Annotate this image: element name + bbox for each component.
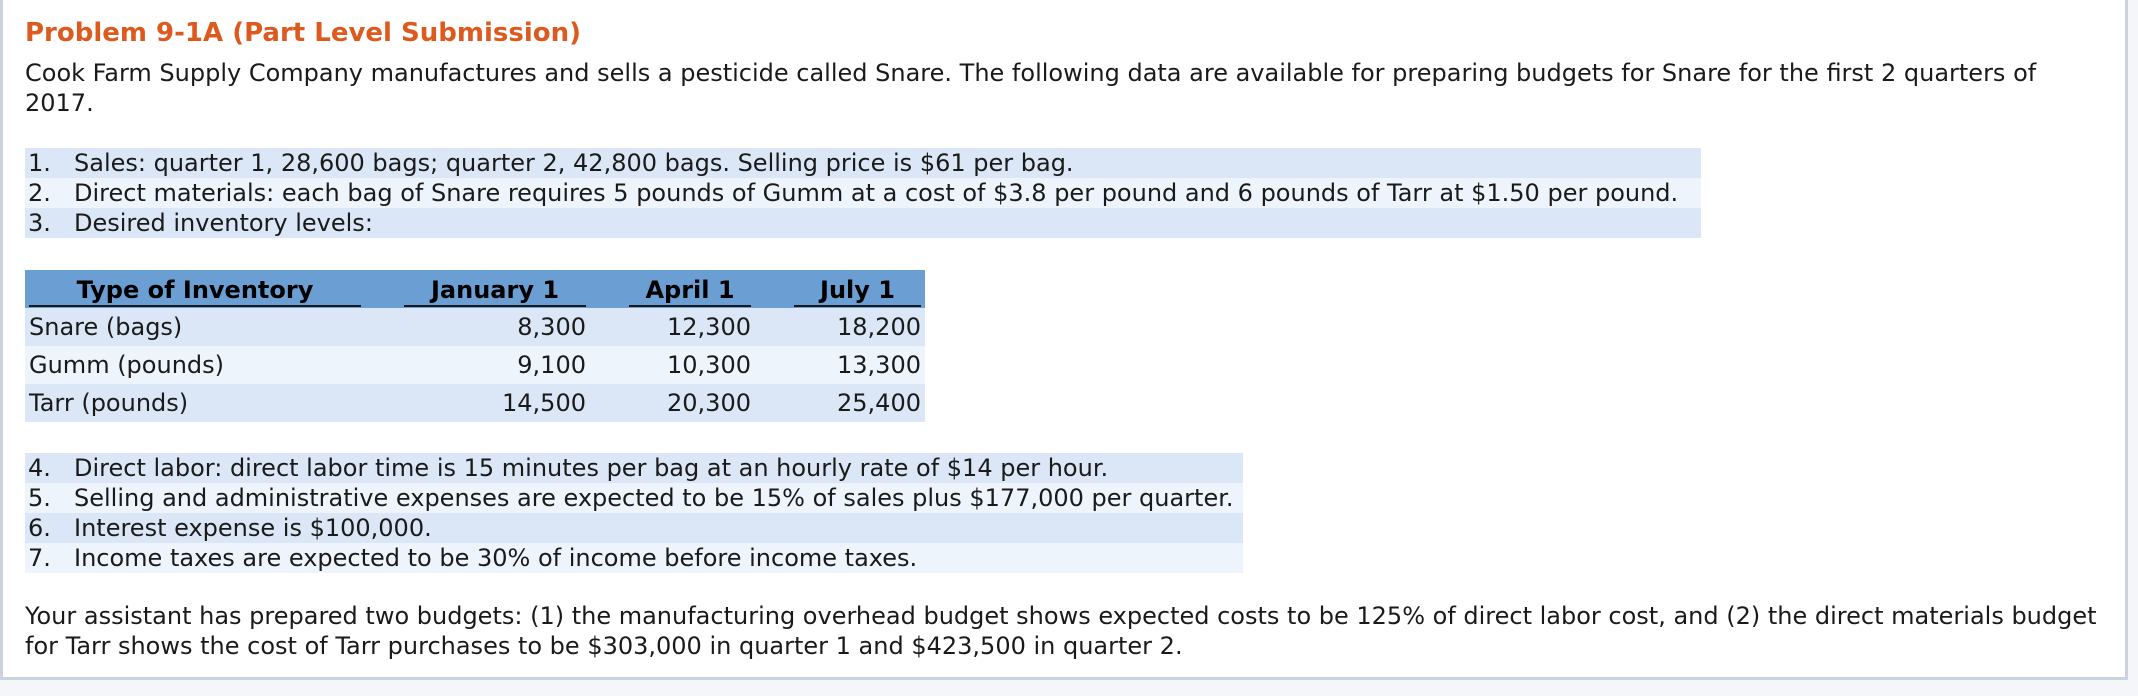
list-item [25, 453, 1243, 483]
list-item-number: 5. [28, 484, 51, 512]
problem-title: Problem 9-1A (Part Level Submission) [25, 18, 581, 48]
table-row [25, 308, 925, 346]
data-list-part-1 [25, 148, 1701, 238]
list-item [25, 148, 1701, 178]
col-header-type: Type of Inventory [25, 270, 365, 308]
july-value-cell: 18,200 [790, 308, 925, 346]
list-item [25, 483, 1243, 513]
list-item-number: 1. [28, 149, 51, 177]
list-item [25, 543, 1243, 573]
january-value-cell: 8,300 [400, 308, 590, 346]
list-item-text: Sales: quarter 1, 28,600 bags; quarter 2, 42,800 bags. Selling price is $61 per bag. [74, 149, 1074, 177]
list-item [25, 208, 1701, 238]
list-item-number: 6. [28, 514, 51, 542]
inventory-type-cell: Snare (bags) [25, 308, 365, 346]
list-item-number: 7. [28, 544, 51, 572]
january-value-cell: 14,500 [400, 384, 590, 422]
list-item-text: Selling and administrative expenses are expected to be 15% of sales plus $177,000 per quarter. [74, 484, 1234, 512]
table-row [25, 346, 925, 384]
january-value-cell: 9,100 [400, 346, 590, 384]
list-item-text: Interest expense is $100,000. [74, 514, 432, 542]
col-header-january: January 1 [400, 270, 590, 308]
july-value-cell: 13,300 [790, 346, 925, 384]
list-item-number: 3. [28, 209, 51, 237]
list-item-text: Direct labor: direct labor time is 15 minutes per bag at an hourly rate of $14 per hour. [74, 454, 1109, 482]
col-header-july: July 1 [790, 270, 925, 308]
inventory-type-cell: Tarr (pounds) [25, 384, 365, 422]
problem-closing-paragraph: Your assistant has prepared two budgets: (1) the manufacturing overhead budget shows expected costs to be 125% of direct labor cost, and (2) the direct materials budget for Tarr shows the cost of Tarr purchases to be $303,000 in quarter 1 and $423,500 in quarter 2. [25, 602, 2097, 660]
data-list-part-2 [25, 453, 1243, 573]
inventory-table [25, 270, 925, 422]
list-item-text: Direct materials: each bag of Snare requires 5 pounds of Gumm at a cost of $3.8 per pound and 6 pounds of Tarr at $1.50 per pound. [74, 179, 1679, 207]
problem-intro: Cook Farm Supply Company manufactures and sells a pesticide called Snare. The following data are available for preparing budgets for Snare for the first 2 quarters of 2017. [25, 59, 2037, 117]
list-item [25, 513, 1243, 543]
table-row [25, 384, 925, 422]
list-item-text: Income taxes are expected to be 30% of income before income taxes. [74, 544, 918, 572]
col-header-april: April 1 [625, 270, 755, 308]
april-value-cell: 20,300 [625, 384, 755, 422]
list-item [25, 178, 1701, 208]
inventory-type-cell: Gumm (pounds) [25, 346, 365, 384]
inventory-header-row [25, 270, 925, 308]
list-item-number: 2. [28, 179, 51, 207]
july-value-cell: 25,400 [790, 384, 925, 422]
list-item-number: 4. [28, 454, 51, 482]
list-item-text: Desired inventory levels: [74, 209, 373, 237]
april-value-cell: 10,300 [625, 346, 755, 384]
april-value-cell: 12,300 [625, 308, 755, 346]
